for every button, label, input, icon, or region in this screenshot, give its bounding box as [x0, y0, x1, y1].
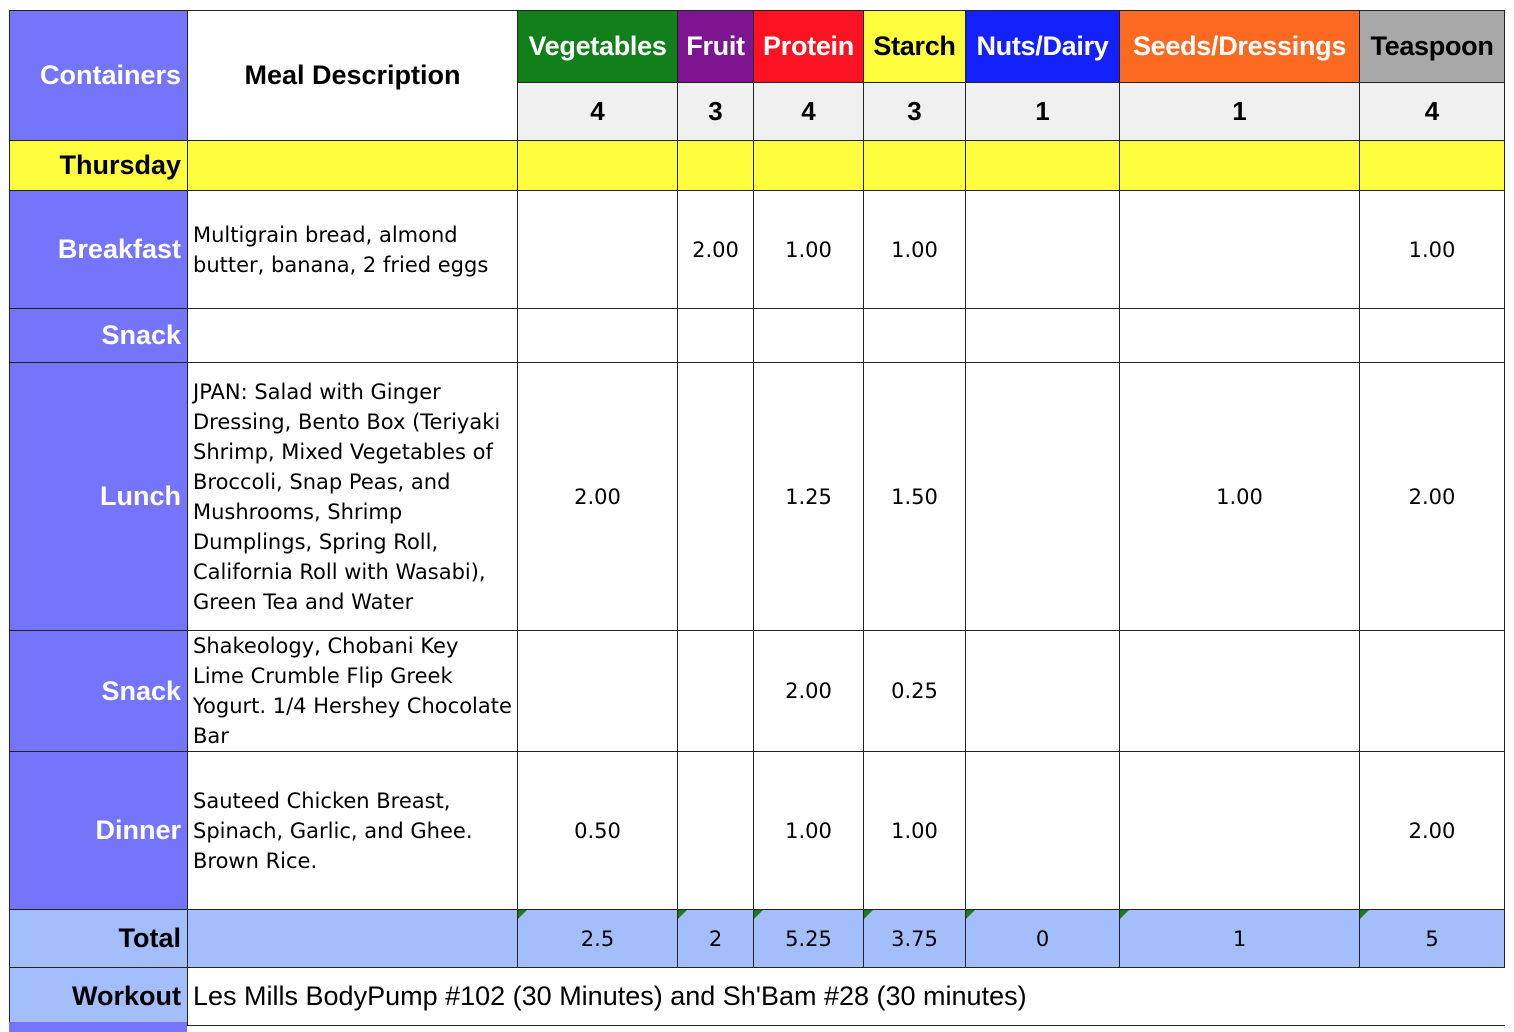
total-value-text: 5 [1425, 926, 1439, 951]
category-vegetables[interactable]: Vegetables [518, 11, 678, 83]
total-description-cell[interactable] [188, 910, 518, 968]
value-cell[interactable] [1120, 631, 1360, 752]
value-cell[interactable] [678, 631, 754, 752]
value-cell[interactable] [1120, 309, 1360, 363]
value-cell[interactable] [754, 309, 864, 363]
total-value-text: 5.25 [785, 926, 832, 951]
value-cell[interactable]: 0.25 [864, 631, 966, 752]
day-cell[interactable] [678, 141, 754, 191]
formula-flag-icon [754, 910, 763, 919]
partial-next-row [9, 1022, 1504, 1032]
meal-plan-grid [9, 10, 1505, 1026]
value-cell[interactable]: 2.00 [1360, 363, 1505, 631]
total-label[interactable]: Total [10, 910, 188, 968]
total-value[interactable] [1360, 910, 1505, 968]
total-value-text: 0 [1035, 926, 1050, 951]
category-nuts-dairy[interactable]: Nuts/Dairy [966, 11, 1120, 83]
category-fruit[interactable]: Fruit [678, 11, 754, 83]
value-cell[interactable] [966, 191, 1120, 309]
meal-description[interactable]: Shakeology, Chobani Key Lime Crumble Flip Greek Yogurt. 1/4 Hershey Chocolate Bar [188, 631, 518, 752]
value-cell[interactable]: 1.50 [864, 363, 966, 631]
formula-flag-icon [864, 910, 873, 919]
meal-description[interactable]: JPAN: Salad with Ginger Dressing, Bento Box (Teriyaki Shrimp, Mixed Vegetables of Broccoli, Snap Peas, and Mushrooms, Shrimp Dumplings, Spring Roll, California Roll with Wasabi), Green Tea and Water [188, 363, 518, 631]
value-cell[interactable] [966, 363, 1120, 631]
total-value[interactable] [1120, 910, 1360, 968]
meal-description-header-cell[interactable] [188, 11, 518, 141]
value-cell[interactable]: 1.00 [754, 752, 864, 910]
value-cell[interactable] [966, 309, 1120, 363]
meal-label[interactable]: Dinner [10, 752, 188, 910]
value-cell[interactable] [678, 752, 754, 910]
total-value-text: 3.75 [891, 926, 938, 951]
value-cell[interactable]: 1.00 [1360, 191, 1505, 309]
workout-row [10, 968, 1505, 1026]
meal-row-snack-2 [10, 631, 1505, 752]
formula-flag-icon [678, 910, 687, 919]
meal-description[interactable]: Multigrain bread, almond butter, banana, 2 fried eggs [188, 191, 518, 309]
meal-row-snack [10, 309, 1505, 363]
formula-flag-icon [518, 910, 527, 919]
value-cell[interactable]: 1.25 [754, 363, 864, 631]
target-nuts-dairy[interactable]: 1 [966, 83, 1120, 141]
day-label[interactable]: Thursday [10, 141, 188, 191]
containers-label: Containers [39, 60, 181, 90]
day-cell[interactable] [1360, 141, 1505, 191]
value-cell[interactable] [966, 631, 1120, 752]
meal-row-breakfast [10, 191, 1505, 309]
meal-row-lunch [10, 363, 1505, 631]
day-cell[interactable] [188, 141, 518, 191]
category-starch[interactable]: Starch [864, 11, 966, 83]
value-cell[interactable] [518, 191, 678, 309]
value-cell[interactable]: 2.00 [678, 191, 754, 309]
category-protein[interactable]: Protein [754, 11, 864, 83]
total-value[interactable] [678, 910, 754, 968]
value-cell[interactable] [1120, 752, 1360, 910]
day-cell[interactable] [754, 141, 864, 191]
meal-label[interactable]: Snack [10, 631, 188, 752]
target-protein[interactable]: 4 [754, 83, 864, 141]
value-cell[interactable]: 1.00 [864, 191, 966, 309]
value-cell[interactable]: 2.00 [754, 631, 864, 752]
day-cell[interactable] [966, 141, 1120, 191]
value-cell[interactable] [966, 752, 1120, 910]
meal-label[interactable]: Lunch [10, 363, 188, 631]
value-cell[interactable] [1360, 631, 1505, 752]
meal-description[interactable] [188, 309, 518, 363]
value-cell[interactable]: 2.00 [518, 363, 678, 631]
value-cell[interactable] [518, 631, 678, 752]
value-cell[interactable] [678, 363, 754, 631]
meal-row-dinner [10, 752, 1505, 910]
total-value[interactable] [754, 910, 864, 968]
value-cell[interactable] [678, 309, 754, 363]
partial-row-label-cell[interactable] [9, 1022, 187, 1032]
value-cell[interactable]: 1.00 [1120, 363, 1360, 631]
value-cell[interactable] [1360, 309, 1505, 363]
meal-label[interactable]: Snack [10, 309, 188, 363]
category-header-row [10, 11, 1505, 83]
meal-description[interactable]: Sauteed Chicken Breast, Spinach, Garlic, and Ghee. Brown Rice. [188, 752, 518, 910]
total-value[interactable] [864, 910, 966, 968]
value-cell[interactable] [518, 309, 678, 363]
total-value-text: 2 [708, 926, 723, 951]
value-cell[interactable] [864, 309, 966, 363]
meal-description-label: Meal Description [244, 60, 461, 90]
formula-flag-icon [1360, 910, 1369, 919]
target-fruit[interactable]: 3 [678, 83, 754, 141]
total-value-text: 1 [1232, 926, 1247, 951]
workout-label[interactable]: Workout [10, 968, 188, 1026]
day-cell[interactable] [518, 141, 678, 191]
target-vegetables[interactable]: 4 [518, 83, 678, 141]
value-cell[interactable]: 1.00 [864, 752, 966, 910]
day-cell[interactable] [1120, 141, 1360, 191]
category-seeds-dressings[interactable]: Seeds/Dressings [1120, 11, 1360, 83]
total-row [10, 910, 1505, 968]
target-teaspoon[interactable]: 4 [1360, 83, 1505, 141]
value-cell[interactable] [1120, 191, 1360, 309]
day-row [10, 141, 1505, 191]
meal-label[interactable]: Breakfast [10, 191, 188, 309]
containers-header-cell[interactable] [10, 11, 188, 141]
total-value[interactable] [966, 910, 1120, 968]
category-teaspoon[interactable]: Teaspoon [1360, 11, 1505, 83]
value-cell[interactable]: 2.00 [1360, 752, 1505, 910]
day-cell[interactable] [864, 141, 966, 191]
formula-flag-icon [966, 910, 975, 919]
value-cell[interactable]: 1.00 [754, 191, 864, 309]
target-seeds-dressings[interactable]: 1 [1120, 83, 1360, 141]
value-cell[interactable]: 0.50 [518, 752, 678, 910]
total-value-text: 2.5 [580, 926, 615, 951]
workout-description[interactable]: Les Mills BodyPump #102 (30 Minutes) and Sh'Bam #28 (30 minutes) [188, 968, 1505, 1026]
target-starch[interactable]: 3 [864, 83, 966, 141]
total-value[interactable] [518, 910, 678, 968]
formula-flag-icon [1120, 910, 1129, 919]
